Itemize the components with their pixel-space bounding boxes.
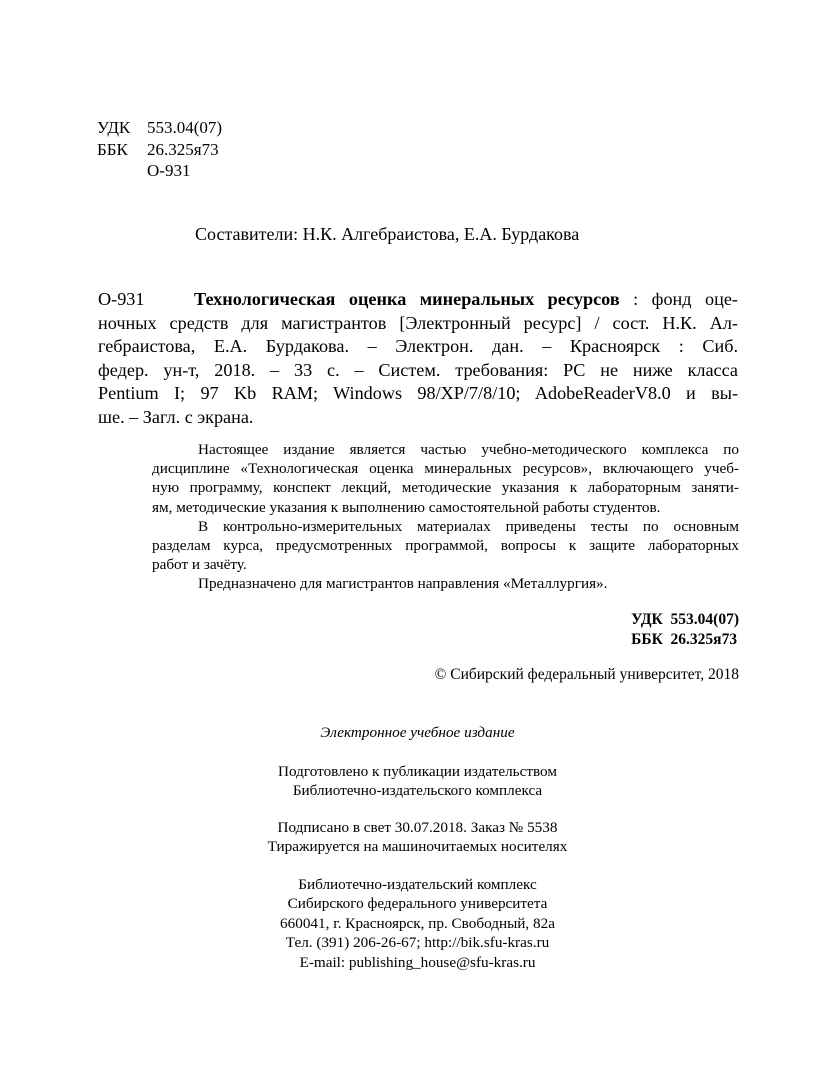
bib-line-3: гебраистова, Е.А. Бурдакова. – Электрон. дан. – Красноярск : Сиб.	[98, 336, 738, 356]
signed-line: Подписано в свет 30.07.2018. Заказ № 5538	[277, 819, 558, 836]
annotation-p3: Предназначено для магистрантов направления «Металлургия».	[198, 575, 608, 593]
publisher-email: E-mail: publishing_house@sfu-kras.ru	[299, 953, 536, 971]
edition-type: Электронное учебное издание	[320, 724, 515, 741]
bbk-label: ББК	[97, 140, 128, 159]
bib-line-2: ночных средств для магистрантов [Электронный ресурс] / сост. Н.К. Ал-	[98, 312, 738, 333]
prepared-line-2: Библиотечно-издательского комплекса	[292, 782, 543, 800]
bibliographic-description	[98, 288, 738, 429]
author-mark: О-931	[147, 161, 191, 180]
publisher-line-2: Сибирского федерального университета	[287, 895, 548, 913]
publisher-phone: Тел. (391) 206-26-67; http://bik.sfu-kras.ru	[285, 934, 550, 952]
bib-line-5: Pentium I; 97 Kb RAM; Windows 98/XP/7/8/10; AdobeReaderV8.0 и вы-	[98, 383, 738, 403]
bib-line-6: ше. – Загл. с экрана.	[98, 406, 254, 427]
annotation-p2-line-3: работ и зачёту.	[152, 556, 247, 574]
bbk-value: 26.325я73	[147, 140, 219, 159]
annotation-p1-line-2: дисциплине «Технологическая оценка минеральных ресурсов», включающего учеб-	[152, 460, 739, 478]
prepared-line-1: Подготовлено к публикации издательством	[278, 763, 557, 780]
copies-line: Тиражируется на машиночитаемых носителях	[267, 838, 568, 856]
bib-line-1-rest: : фонд оце-	[619, 289, 738, 309]
annotation-p2-line-2: разделам курса, предусмотренных программой, вопросы к защите лабораторных	[152, 536, 739, 554]
annotation-p1-line-3: ную программу, конспект лекций, методические указания к лабораторным заняти-	[152, 479, 739, 497]
copyright: © Сибирский федеральный университет, 2018	[434, 666, 739, 683]
signed-block	[0, 818, 835, 857]
annotation-p1-line-4: ям, методические указания к выполнению самостоятельной работы студентов.	[152, 498, 661, 516]
publisher-address: 660041, г. Красноярск, пр. Свободный, 82а	[280, 914, 555, 932]
footer-udk: УДК 553.04(07)	[631, 611, 739, 628]
footer-bbk: ББК 26.325я73	[631, 631, 738, 648]
annotation-p1-line-1: Настоящее издание является частью учебно-методического комплекса по	[198, 441, 739, 458]
annotation	[152, 440, 739, 594]
bib-line-4: федер. ун-т, 2018. – 33 с. – Систем. требования: PC не ниже класса	[98, 359, 738, 380]
udk-label: УДК	[97, 118, 131, 137]
compilers-line: Составители: Н.К. Алгебраистова, Е.А. Бурдакова	[195, 224, 580, 244]
bib-line-1	[194, 288, 738, 312]
footer-codes	[631, 610, 739, 650]
prepared-block	[0, 762, 835, 801]
udk-header	[97, 117, 130, 139]
book-title: Технологическая оценка минеральных ресурсов	[194, 289, 620, 309]
bib-code: О-931	[98, 289, 145, 309]
publisher-block	[0, 875, 835, 972]
annotation-p2-line-1: В контрольно-измерительных материалах приведены тесты по основным	[198, 517, 739, 535]
publisher-line-1: Библиотечно-издательский комплекс	[298, 876, 537, 893]
udk-value: 553.04(07)	[147, 118, 223, 137]
